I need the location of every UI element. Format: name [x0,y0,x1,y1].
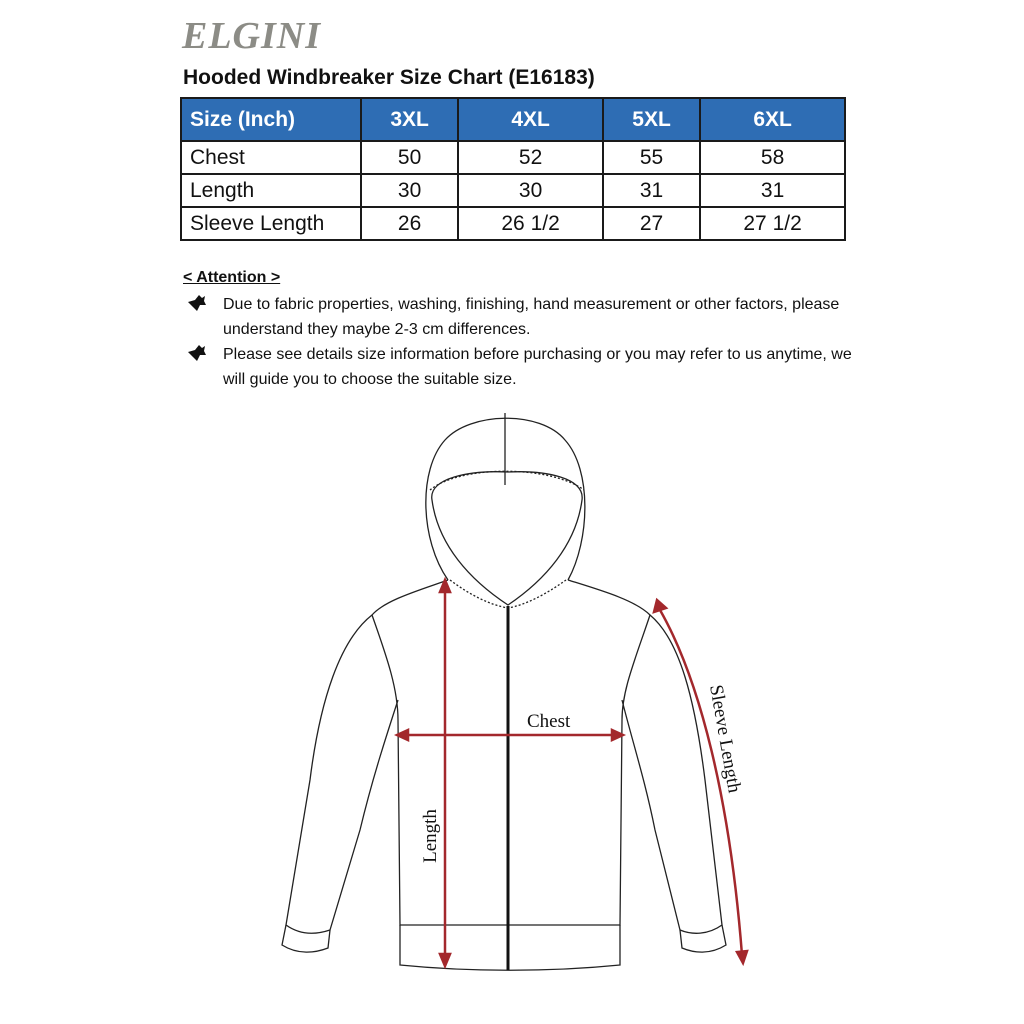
header-cell: 4XL [458,98,603,141]
note-text: Please see details size information before purchasing or you may refer to us anytime, we will guide you to choose the suitable size. [223,346,852,388]
row-label: Chest [181,141,361,174]
row-label: Sleeve Length [181,207,361,240]
header-cell: 3XL [361,98,458,141]
table-cell: 50 [361,141,458,174]
waistband [400,925,620,970]
brand-logo: ELGINI [182,15,322,57]
chest-label: Chest [527,711,571,732]
header-cell: 6XL [700,98,845,141]
header-cell: 5XL [603,98,700,141]
table-cell: 26 [361,207,458,240]
table-cell: 27 1/2 [700,207,845,240]
table-cell: 26 1/2 [458,207,603,240]
right-cuff [680,925,726,952]
table-cell: 30 [458,174,603,207]
left-cuff [282,925,330,952]
length-label: Length [420,809,441,863]
table-cell: 27 [603,207,700,240]
jacket-body [372,580,650,925]
page-title: Hooded Windbreaker Size Chart (E16183) [183,66,595,89]
left-sleeve [286,615,398,933]
table-cell: 31 [603,174,700,207]
note-text: Due to fabric properties, washing, finishing, hand measurement or other factors, please understand they maybe 2-3 cm differences. [223,296,840,338]
attention-heading: < Attention > [183,269,281,286]
right-sleeve [622,615,722,933]
table-cell: 52 [458,141,603,174]
sleeve-length-label: Sleeve Length [705,683,745,795]
table-cell: 55 [603,141,700,174]
row-label: Length [181,174,361,207]
header-cell: Size (Inch) [181,98,361,141]
table-cell: 31 [700,174,845,207]
table-cell: 58 [700,141,845,174]
table-cell: 30 [361,174,458,207]
